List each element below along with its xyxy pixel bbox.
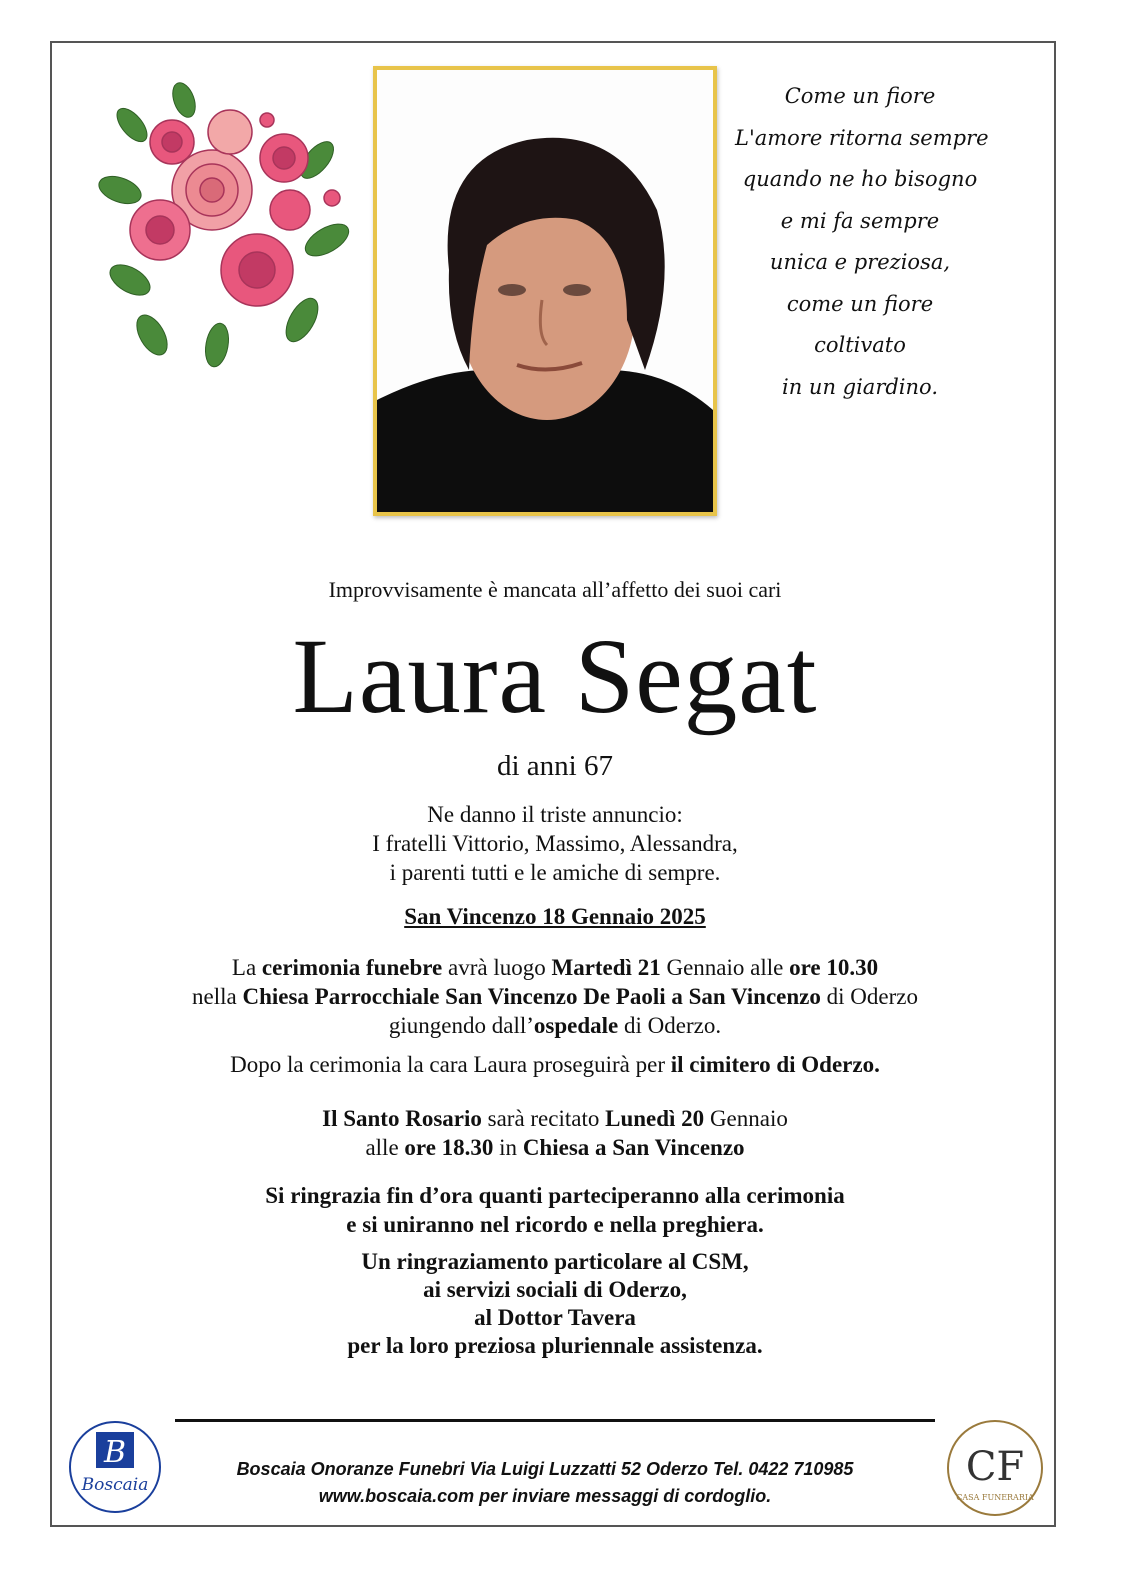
ceremony-bold: ore 10.30 — [789, 955, 879, 980]
footer-divider — [175, 1419, 935, 1422]
footer-address: Boscaia Onoranze Funebri Via Luigi Luzzatti 52 Oderzo Tel. 0422 710985 — [236, 1459, 854, 1479]
ceremony-info — [60, 953, 1050, 1040]
ceremony-text: avrà luogo — [442, 955, 552, 980]
rosary-bold: ore 18.30 — [404, 1135, 494, 1160]
rosary-text: sarà recitato — [481, 1106, 606, 1131]
footer-info — [160, 1456, 930, 1510]
thanks-line: e si uniranno nel ricordo e nella preghiera. — [346, 1212, 764, 1237]
poem-line: quando ne ho bisogno — [742, 167, 978, 191]
ceremony-text: La — [231, 955, 262, 980]
place-date: San Vincenzo 18 Gennaio 2025 — [404, 904, 706, 929]
poem-line: come un fiore — [786, 291, 934, 316]
special-thanks-line: per la loro preziosa pluriennale assistenza. — [347, 1333, 763, 1358]
ceremony-text: giungendo dall’ — [388, 1013, 534, 1038]
rosary-bold: Lunedì 20 — [605, 1106, 705, 1131]
roses-bouquet-icon — [92, 80, 362, 370]
after-ceremony — [60, 1052, 1050, 1078]
rosary-text: in — [493, 1135, 523, 1160]
age-text: di anni 67 — [497, 750, 613, 782]
ceremony-text: di Oderzo — [820, 984, 918, 1009]
ceremony-text: nella — [192, 984, 243, 1009]
ceremony-bold: cerimonia funebre — [261, 955, 443, 980]
announcement-line: Ne danno il triste annuncio: — [427, 802, 683, 827]
ceremony-bold: ospedale — [533, 1013, 619, 1038]
ceremony-text: di Oderzo. — [618, 1013, 722, 1038]
special-thanks-line: Un ringraziamento particolare al CSM, — [361, 1249, 749, 1274]
rosary-bold: Chiesa a San Vincenzo — [522, 1135, 745, 1160]
footer-website[interactable]: www.boscaia.com per inviare messaggi di cordoglio. — [318, 1486, 772, 1506]
intro-text: Improvvisamente è mancata all’affetto dei suoi cari — [328, 577, 782, 602]
announcement-line: i parenti tutti e le amiche di sempre. — [389, 860, 721, 885]
poem-line: L'amore ritorna sempre — [735, 125, 989, 150]
rosary-info — [60, 1104, 1050, 1162]
special-thanks-line: al Dottor Tavera — [474, 1305, 636, 1330]
special-thanks-line: ai servizi sociali di Oderzo, — [423, 1277, 687, 1302]
rosary-text: alle — [365, 1135, 405, 1160]
portrait-photo — [373, 66, 717, 516]
ceremony-bold: Martedì 21 — [551, 955, 661, 980]
deceased-name: Laura Segat — [292, 618, 818, 736]
special-thanks — [60, 1248, 1050, 1360]
after-text: Dopo la cerimonia la cara Laura proseguirà per — [230, 1052, 671, 1077]
thanks-message — [60, 1181, 1050, 1239]
poem-line: coltivato — [814, 333, 906, 357]
ceremony-text: Gennaio alle — [660, 955, 790, 980]
boscaia-logo-icon — [68, 1420, 162, 1514]
poem — [735, 76, 989, 408]
poem-line: Come un fiore — [784, 84, 936, 108]
after-bold: il cimitero di Oderzo. — [670, 1052, 880, 1077]
poem-line: unica e preziosa, — [769, 250, 951, 274]
boscaia-logo-name: Boscaia — [81, 1475, 149, 1495]
casa-funeraria-logo-caption: CASA FUNERARIA — [956, 1493, 1034, 1502]
poem-line: e mi fa sempre — [780, 208, 940, 233]
casa-funeraria-logo-mark: CF — [965, 1444, 1025, 1490]
ceremony-bold: Chiesa Parrocchiale San Vincenzo De Paoli a San Vincenzo — [242, 984, 821, 1009]
poem-line: in un giardino. — [782, 374, 938, 399]
rosary-text: Gennaio — [704, 1106, 788, 1131]
announcement — [60, 800, 1050, 887]
boscaia-logo-letter: B — [103, 1435, 127, 1470]
casa-funeraria-logo-icon — [945, 1418, 1045, 1518]
announcement-line: I fratelli Vittorio, Massimo, Alessandra, — [372, 831, 738, 856]
rosary-bold: Il Santo Rosario — [322, 1106, 482, 1131]
thanks-line: Si ringrazia fin d’ora quanti parteciperanno alla cerimonia — [265, 1183, 845, 1208]
